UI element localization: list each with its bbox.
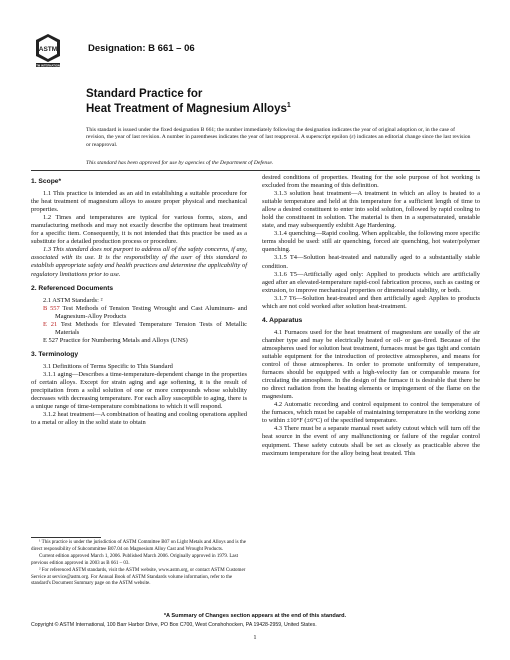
apparatus-4-1: 4.1 Furnaces used for the heat treatment of magnesium are usually of the air chamber type and may be electrically heated or oil- or gas-fired. Because of the atmospheres used for solution heat treatment, furnaces must be gas tight and contain suitable equipment for the introduction of protective atmospheres, and means for control of those atmospheres. In order to promote uniformity of temperature, furnaces should be equipped with a high-velocity fan or comparable means for circulating the atmosphere. In the design of the furnace it is desirable that there be no direct radiation from the heating elements or impingement of the flame on the magnesium. bbox=[262, 328, 480, 401]
page-number: 1 bbox=[253, 634, 257, 641]
term-3-1-1: 3.1.1 aging—Describes a time-temperature-dependent change in the properties of certain alloys. Except for strain aging and age softening, it is the result of precipitation from a solid solution of one or more compounds whose solubility decreases with decreasing temperature. For each alloy susceptible to aging, there is a unique range of time-temperature combinations to which it will respond. bbox=[31, 370, 247, 411]
scope-1-2: 1.2 Times and temperatures are typical for various forms, sizes, and manufacturing methods and may not exactly describe the optimum heat treatment for a specific item. Consequently, it is not intended that this practice be used as a substitute for a detailed production process or procedure. bbox=[31, 214, 247, 246]
ref-e21 bbox=[43, 321, 247, 337]
svg-text:ASTM: ASTM bbox=[38, 46, 58, 53]
term-3-1: 3.1 Definitions of Terms Specific to This Standard bbox=[43, 362, 173, 370]
header-divider bbox=[31, 170, 480, 171]
term-3-1-3: 3.1.3 solution heat treatment—A treatment in which an alloy is heated to a suitable temperature and held at this temperature for a sufficient length of time to allow a desired constituent to enter into solid solution, followed by rapid cooling to hold the constituent in solution. The material is then in a supersaturated, unstable state, and may subsequently exhibit Age Hardening. bbox=[262, 190, 480, 230]
astm-logo bbox=[32, 34, 64, 68]
ref-b557-link[interactable]: B 557 bbox=[43, 304, 60, 312]
footnote-divider bbox=[31, 537, 101, 538]
refs-heading: 2. Referenced Documents bbox=[31, 284, 114, 292]
copyright: Copyright © ASTM International, 100 Barr Harbor Drive, PO Box C700, West Conshohocken, PA 19428-2959, United States. bbox=[31, 622, 317, 628]
scope-1-1: 1.1 This practice is intended as an aid in establishing a suitable procedure for the heat treatment of magnesium alloys to assure proper physical and mechanical properties. bbox=[31, 190, 247, 214]
apparatus-heading: 4. Apparatus bbox=[262, 316, 303, 324]
term-3-1-4: 3.1.4 quenching—Rapid cooling. When applicable, the following more specific terms should be used: still air quenching, forced air quenching, hot water/polymer quenching. bbox=[262, 230, 480, 254]
term-3-1-6: 3.1.6 T5—Artificially aged only: Applied to products which are artificially aged after an elevated-temperature rapid-cool fabrication process, such as casting or extrusion, to improve mechanical properties or dimensional stability, or both. bbox=[262, 270, 480, 294]
title-footnote-mark: 1 bbox=[286, 102, 291, 109]
scope-heading: 1. Scope* bbox=[31, 178, 62, 185]
terminology-heading: 3. Terminology bbox=[31, 350, 79, 358]
designation: Designation: B 661 – 06 bbox=[88, 43, 195, 54]
term-3-1-2: 3.1.2 heat treatment—A combination of heating and cooling operations applied to a metal or alloy in the solid state to obtain bbox=[31, 411, 247, 427]
scope-1-3: 1.3 This standard does not purport to address all of the safety concerns, if any, associated with its use. It is the responsibility of the user of this standard to establish appropriate safety and health practices and determine the applicability of regulatory limitations prior to use. bbox=[31, 246, 247, 278]
refs-2-1: 2.1 ASTM Standards: ² bbox=[43, 296, 103, 304]
ref-e21-link[interactable]: E 21 bbox=[43, 320, 58, 328]
ref-e21-title: Test Methods for Elevated Temperature Tension Tests of Metallic Materials bbox=[55, 320, 248, 336]
title-text: Heat Treatment of Magnesium Alloys bbox=[86, 102, 287, 115]
ref-b557 bbox=[43, 305, 247, 321]
summary-of-changes-note: *A Summary of Changes section appears at the end of this standard. bbox=[163, 613, 347, 619]
title-line-1: Standard Practice for bbox=[86, 88, 203, 100]
dod-approval-note: This standard has been approved for use by agencies of the Department of Defense. bbox=[86, 160, 274, 166]
ref-e527: E 527 Practice for Numbering Metals and Alloys (UNS) bbox=[43, 336, 188, 344]
term-3-1-7: 3.1.7 T6—Solution heat-treated and then artificially aged: Applies to products which are not cold worked after solution heat-treatment. bbox=[262, 294, 480, 310]
left-column bbox=[31, 176, 247, 427]
term-3-1-5: 3.1.5 T4—Solution heat-treated and naturally aged to a substantially stable condition. bbox=[262, 254, 480, 270]
footnote-1: ¹ This practice is under the jurisdiction of ASTM Committee B07 on Light Metals and Alloys and is the direct responsibility of Subcommittee B07.04 on Magnesium Alloy Cast and Wrought Products. bbox=[31, 540, 246, 552]
ref-b557-title: Test Methods of Tension Testing Wrought and Cast Aluminum- and Magnesium-Alloy Products bbox=[55, 304, 248, 320]
title-line-2 bbox=[86, 102, 291, 115]
apparatus-4-3: 4.3 There must be a separate manual reset safety cutout which will turn off the heat source in the event of any malfunctioning or failure of the regular control equipment. These safety cutouts shall be set as closely as practicable above the maximum temperature for the alloy being heat treated. This bbox=[262, 425, 480, 457]
term-3-1-2-continued: desired conditions of properties. Heating for the sole purpose of hot working is excluded from the meaning of this definition. bbox=[262, 174, 480, 190]
apparatus-4-2: 4.2 Automatic recording and control equipment to control the temperature of the furnaces, which must be capable of maintaining temperature in the working zone to within ±10°F (±6°C) of the specified temperature. bbox=[262, 401, 480, 425]
footnote-2: ² For referenced ASTM standards, visit the ASTM website, www.astm.org, or contact ASTM Customer Service at service@astm.org. For Annual Book of ASTM Standards volume information, refer to the standard's Document Summary page on the ASTM website. bbox=[31, 568, 246, 586]
intro-text: This standard is issued under the fixed designation B 661; the number immediately following the designation indicates the year of original adoption or, in the case of revision, the year of last revision. A number in parentheses indicates the year of last reapproval. A superscript epsilon (ε) indicates an editorial change since the last revision or reapproval. bbox=[86, 127, 471, 148]
logo-text: ASTM INTERNATIONAL bbox=[32, 63, 64, 68]
right-column bbox=[262, 174, 480, 458]
footnotes bbox=[31, 540, 247, 589]
footnote-1-edition: Current edition approved March 1, 2006. Published March 2006. Originally approved in 1979. Last previous edition approved in 2003 as B 661 – 03. bbox=[31, 554, 238, 566]
